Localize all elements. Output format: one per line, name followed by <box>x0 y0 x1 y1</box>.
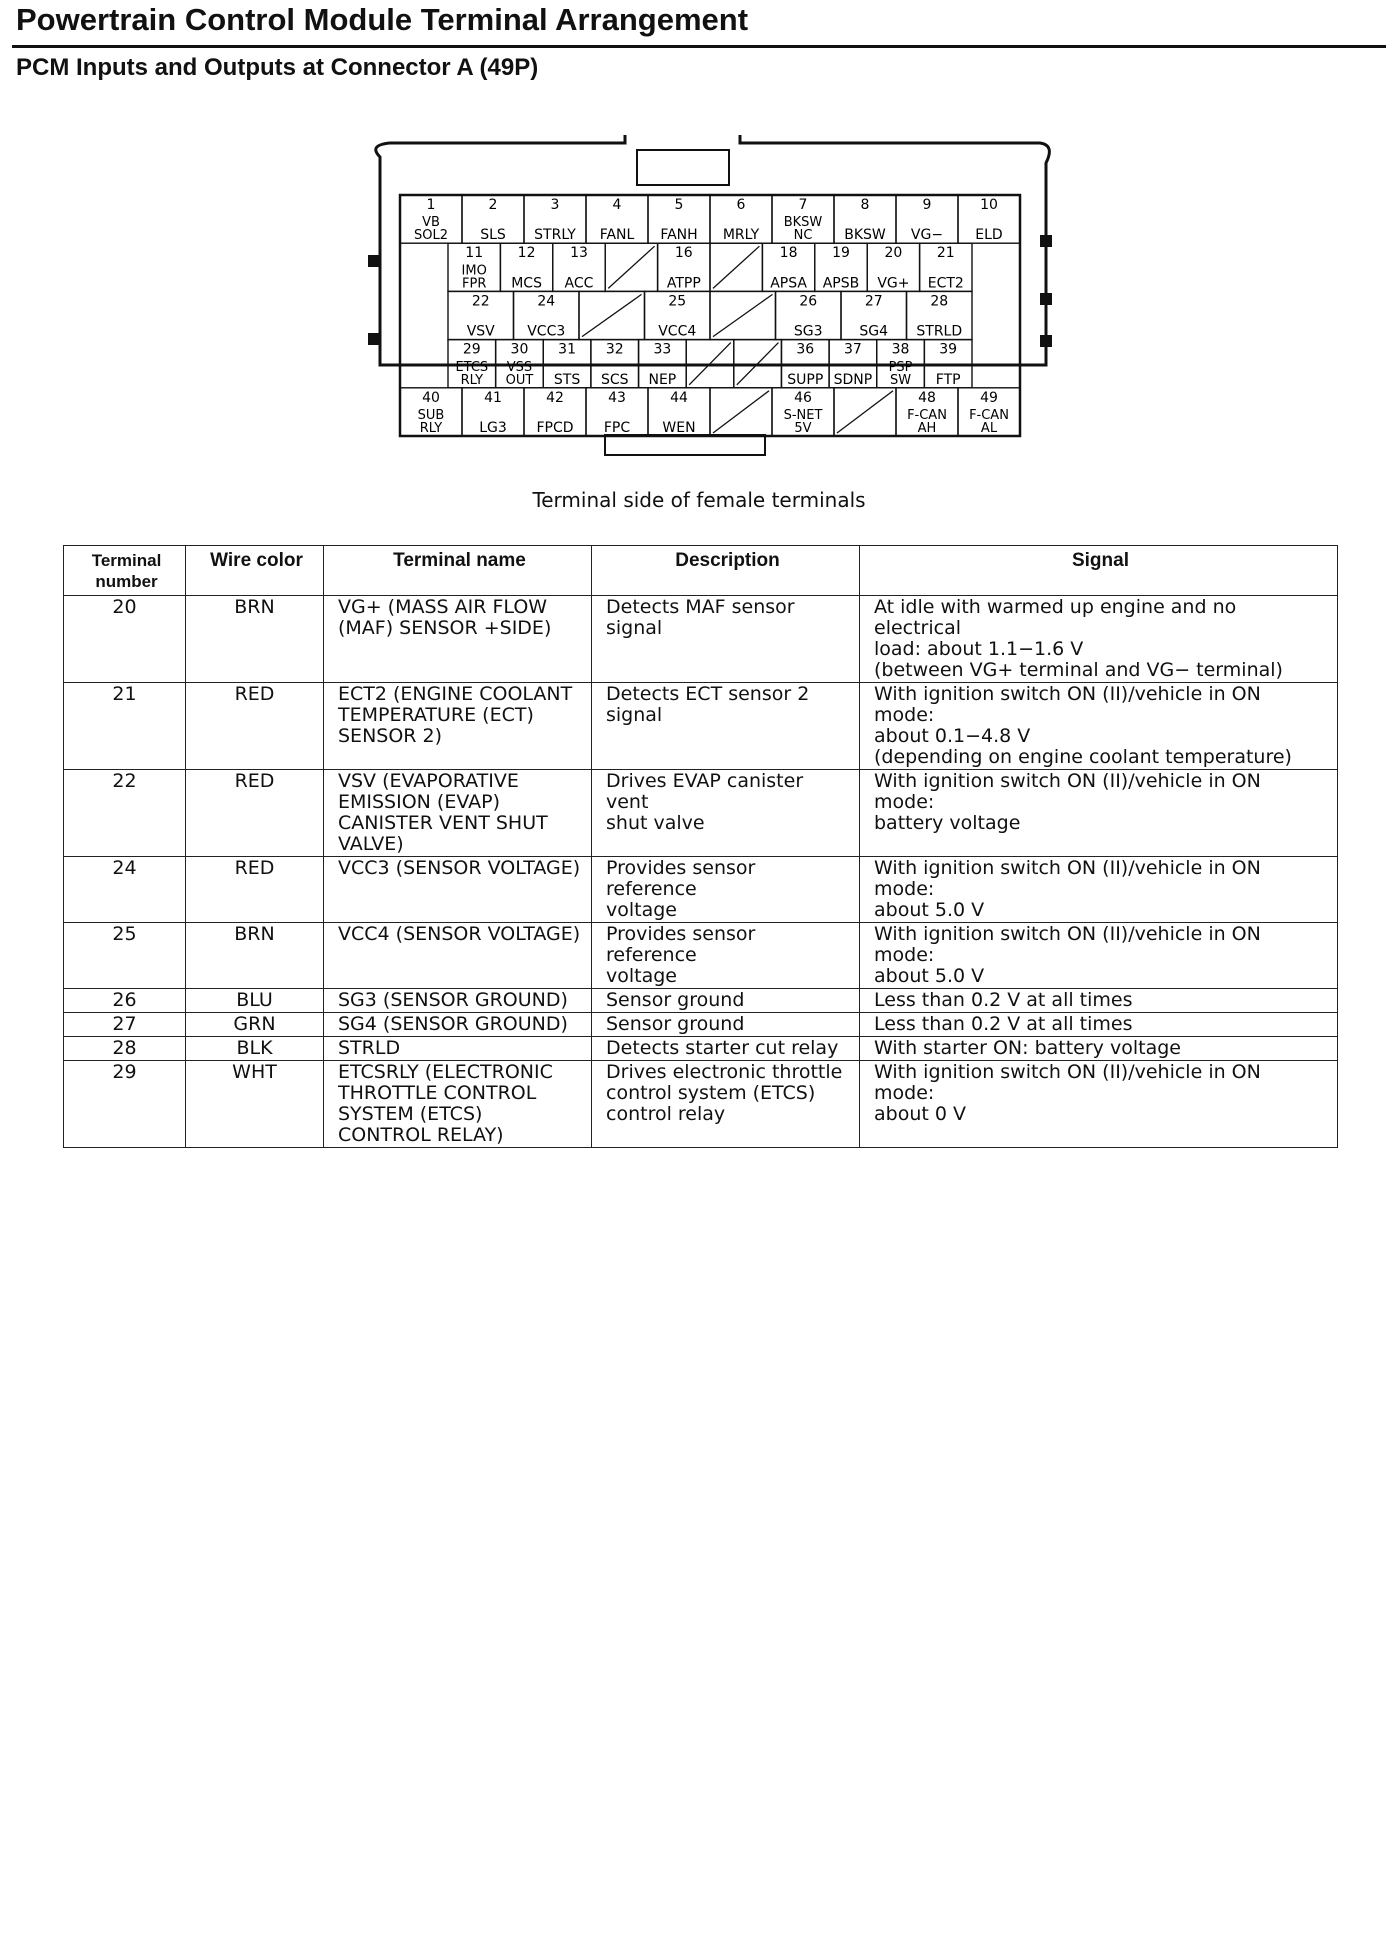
terminal-label: SUPP <box>787 371 824 388</box>
terminal-number: 42 <box>546 389 564 406</box>
signal-cell: With ignition switch ON (II)/vehicle in ON mode: about 0.1−4.8 V (depending on engine coolant temperature) <box>860 683 1338 770</box>
lock-tab-right-2 <box>1040 293 1052 305</box>
signal-cell: With starter ON: battery voltage <box>860 1037 1338 1061</box>
signal-cell: Less than 0.2 V at all times <box>860 1013 1338 1037</box>
table-row <box>64 596 1338 683</box>
empty-cavity-slash <box>713 294 773 336</box>
description-cell: Detects ECT sensor 2 signal <box>592 683 860 770</box>
terminal-label: FPR <box>462 276 487 292</box>
wire-color-cell: BLK <box>186 1037 324 1061</box>
title-divider <box>12 45 1386 48</box>
terminal-number-cell: 20 <box>64 596 186 683</box>
signal-cell: With ignition switch ON (II)/vehicle in ON mode: about 5.0 V <box>860 857 1338 923</box>
header-wire-color: Wire color <box>186 546 324 596</box>
terminal-label: IMO <box>461 263 487 279</box>
terminal-number: 29 <box>462 341 481 358</box>
terminal-number: 8 <box>860 197 870 213</box>
lock-tab-left-lower <box>368 333 380 345</box>
wire-color-cell: RED <box>186 857 324 923</box>
wire-color-cell: WHT <box>186 1061 324 1148</box>
terminal-name-cell: SG3 (SENSOR GROUND) <box>324 989 592 1013</box>
terminal-label: OUT <box>505 372 534 388</box>
terminal-label: NEP <box>648 371 677 388</box>
terminal-number-cell: 25 <box>64 923 186 989</box>
description-cell: Provides sensor reference voltage <box>592 923 860 989</box>
terminal-name-cell: VG+ (MASS AIR FLOW (MAF) SENSOR +SIDE) <box>324 596 592 683</box>
table-row <box>64 1061 1338 1148</box>
empty-cavity-slash <box>608 246 654 288</box>
signal-cell: With ignition switch ON (II)/vehicle in ON mode: battery voltage <box>860 770 1338 857</box>
terminal-number: 38 <box>891 341 910 358</box>
table-row <box>64 683 1338 770</box>
lock-tab-left-upper <box>368 255 380 267</box>
terminal-label: APSA <box>770 275 807 292</box>
terminal-label: SG4 <box>859 323 889 340</box>
terminal-number: 2 <box>488 197 498 213</box>
empty-cavity-slash <box>837 391 893 433</box>
signal-cell: Less than 0.2 V at all times <box>860 989 1338 1013</box>
terminal-label: LG3 <box>479 420 507 436</box>
description-cell: Detects starter cut relay <box>592 1037 860 1061</box>
terminal-number: 40 <box>422 389 440 406</box>
description-cell: Drives electronic throttle control system (ETCS) control relay <box>592 1061 860 1148</box>
terminal-number: 25 <box>668 293 687 310</box>
terminal-number: 13 <box>570 245 588 262</box>
terminal-label: S-NET <box>783 408 823 423</box>
description-cell: Provides sensor reference voltage <box>592 857 860 923</box>
terminal-label: ETCS <box>455 359 489 375</box>
connector-caption: Terminal side of female terminals <box>532 488 866 512</box>
terminal-label: APSB <box>822 275 860 292</box>
terminal-label: SLS <box>480 227 506 244</box>
terminal-number-cell: 21 <box>64 683 186 770</box>
terminal-number: 24 <box>537 293 556 310</box>
terminal-number: 12 <box>517 245 536 262</box>
terminal-number: 7 <box>798 197 808 213</box>
terminal-label: VSV <box>466 323 495 340</box>
terminal-number: 41 <box>484 389 502 406</box>
empty-cavity-slash <box>713 246 759 288</box>
terminal-label: STS <box>553 371 581 388</box>
terminal-label: MCS <box>511 275 542 292</box>
terminal-number: 26 <box>799 293 818 310</box>
wire-color-cell: BRN <box>186 923 324 989</box>
terminal-label: VSS <box>506 359 533 375</box>
terminal-number: 39 <box>939 341 958 358</box>
description-cell: Sensor ground <box>592 989 860 1013</box>
terminal-number: 18 <box>779 245 798 262</box>
table-row <box>64 923 1338 989</box>
terminal-number: 9 <box>922 197 932 213</box>
terminal-label: VCC4 <box>658 323 697 340</box>
wire-color-cell: GRN <box>186 1013 324 1037</box>
lock-tab-right-1 <box>1040 235 1052 247</box>
terminal-label: ECT2 <box>927 275 964 292</box>
header-description: Description <box>592 546 860 596</box>
wire-color-cell: RED <box>186 683 324 770</box>
table-row <box>64 1013 1338 1037</box>
terminal-number-cell: 27 <box>64 1013 186 1037</box>
terminal-label: VB <box>422 215 440 231</box>
housing-bottom-key <box>605 435 765 455</box>
terminal-number: 46 <box>794 389 812 406</box>
terminal-number: 19 <box>832 245 850 262</box>
terminal-label: F-CAN <box>969 408 1009 423</box>
terminal-label: FANL <box>599 227 635 244</box>
table-row <box>64 770 1338 857</box>
connector-diagram <box>360 135 1060 465</box>
lock-tab-right-3 <box>1040 335 1052 347</box>
terminal-label: FANH <box>660 227 698 244</box>
terminal-label: MRLY <box>722 227 760 244</box>
terminal-name-cell: ETCSRLY (ELECTRONIC THROTTLE CONTROL SYSTEM (ETCS) CONTROL RELAY) <box>324 1061 592 1148</box>
terminal-label: SDNP <box>833 371 873 388</box>
terminal-name-cell: SG4 (SENSOR GROUND) <box>324 1013 592 1037</box>
page-title: Powertrain Control Module Terminal Arrangement <box>16 2 749 37</box>
terminal-number: 33 <box>653 341 672 358</box>
terminal-number: 10 <box>980 197 998 213</box>
terminal-label: VG− <box>910 227 944 244</box>
header-terminal-number: Terminal number <box>64 546 186 596</box>
terminal-number-cell: 24 <box>64 857 186 923</box>
signal-cell: With ignition switch ON (II)/vehicle in ON mode: about 5.0 V <box>860 923 1338 989</box>
empty-cavity-slash <box>713 391 769 433</box>
terminal-number: 36 <box>796 341 815 358</box>
terminal-label: SUB <box>417 408 445 423</box>
terminal-label: NC <box>793 228 813 244</box>
terminal-number: 3 <box>550 197 560 213</box>
terminal-label: 5V <box>794 421 812 436</box>
terminal-label: ACC <box>564 275 594 292</box>
connector-drawing <box>360 135 1060 465</box>
terminal-name-cell: STRLD <box>324 1037 592 1061</box>
description-cell: Detects MAF sensor signal <box>592 596 860 683</box>
header-terminal-name: Terminal name <box>324 546 592 596</box>
terminal-number-cell: 29 <box>64 1061 186 1148</box>
table-row <box>64 989 1338 1013</box>
terminal-label: SCS <box>600 371 629 388</box>
terminal-label: WEN <box>662 420 696 436</box>
terminal-label: FPC <box>603 420 631 436</box>
terminal-number: 5 <box>674 197 684 213</box>
terminal-label: VCC3 <box>527 323 566 340</box>
terminal-number: 20 <box>884 245 903 262</box>
terminal-number: 1 <box>426 197 436 213</box>
terminal-label: STRLD <box>916 323 963 340</box>
terminal-label: ELD <box>975 227 1003 244</box>
terminal-name-cell: VCC3 (SENSOR VOLTAGE) <box>324 857 592 923</box>
terminal-label: PSP <box>888 359 913 375</box>
terminal-label: STRLY <box>534 227 576 244</box>
section-title: PCM Inputs and Outputs at Connector A (49P) <box>16 54 539 81</box>
header-signal: Signal <box>860 546 1338 596</box>
terminal-number: 48 <box>918 389 936 406</box>
terminal-number-cell: 28 <box>64 1037 186 1061</box>
terminal-number: 31 <box>558 341 577 358</box>
description-cell: Sensor ground <box>592 1013 860 1037</box>
terminal-label: BKSW <box>844 227 886 244</box>
table-row <box>64 1037 1338 1061</box>
terminal-number: 6 <box>736 197 746 213</box>
table-header-row <box>64 546 1338 596</box>
terminal-number: 30 <box>510 341 529 358</box>
terminal-label: ATPP <box>666 275 701 292</box>
wire-color-cell: BLU <box>186 989 324 1013</box>
terminal-number: 21 <box>936 245 955 262</box>
terminal-number: 44 <box>670 389 688 406</box>
terminal-label: SOL2 <box>414 228 448 244</box>
wire-color-cell: RED <box>186 770 324 857</box>
terminal-table <box>63 545 1338 1148</box>
terminal-label: FTP <box>935 371 961 388</box>
terminal-number: 37 <box>843 341 862 358</box>
empty-cavity-slash <box>582 294 642 336</box>
signal-cell: With ignition switch ON (II)/vehicle in ON mode: about 0 V <box>860 1061 1338 1148</box>
description-cell: Drives EVAP canister vent shut valve <box>592 770 860 857</box>
terminal-label: SW <box>889 372 912 388</box>
terminal-label: FPCD <box>536 420 574 436</box>
terminal-label: VG+ <box>877 275 910 292</box>
terminal-name-cell: VSV (EVAPORATIVE EMISSION (EVAP) CANISTER VENT SHUT VALVE) <box>324 770 592 857</box>
terminal-number: 27 <box>864 293 883 310</box>
table-row <box>64 857 1338 923</box>
terminal-name-cell: VCC4 (SENSOR VOLTAGE) <box>324 923 592 989</box>
terminal-number: 4 <box>612 197 622 213</box>
terminal-label: SG3 <box>793 323 823 340</box>
terminal-label: AH <box>917 421 937 436</box>
housing-top-key <box>637 150 729 185</box>
terminal-number-cell: 26 <box>64 989 186 1013</box>
terminal-label: BKSW <box>783 215 823 231</box>
terminal-name-cell: ECT2 (ENGINE COOLANT TEMPERATURE (ECT) SENSOR 2) <box>324 683 592 770</box>
terminal-number: 43 <box>608 389 626 406</box>
terminal-number: 11 <box>465 245 484 262</box>
terminal-label: AL <box>980 421 998 436</box>
terminal-number: 22 <box>471 293 490 310</box>
terminal-number: 49 <box>980 389 998 406</box>
signal-cell: At idle with warmed up engine and no electrical load: about 1.1−1.6 V (between VG+ terminal and VG− terminal) <box>860 596 1338 683</box>
terminal-number: 32 <box>605 341 624 358</box>
terminal-label: RLY <box>460 372 484 388</box>
wire-color-cell: BRN <box>186 596 324 683</box>
terminal-number: 16 <box>674 245 693 262</box>
terminal-label: F-CAN <box>907 408 947 423</box>
terminal-number: 28 <box>930 293 949 310</box>
terminal-number-cell: 22 <box>64 770 186 857</box>
terminal-label: RLY <box>419 421 443 436</box>
